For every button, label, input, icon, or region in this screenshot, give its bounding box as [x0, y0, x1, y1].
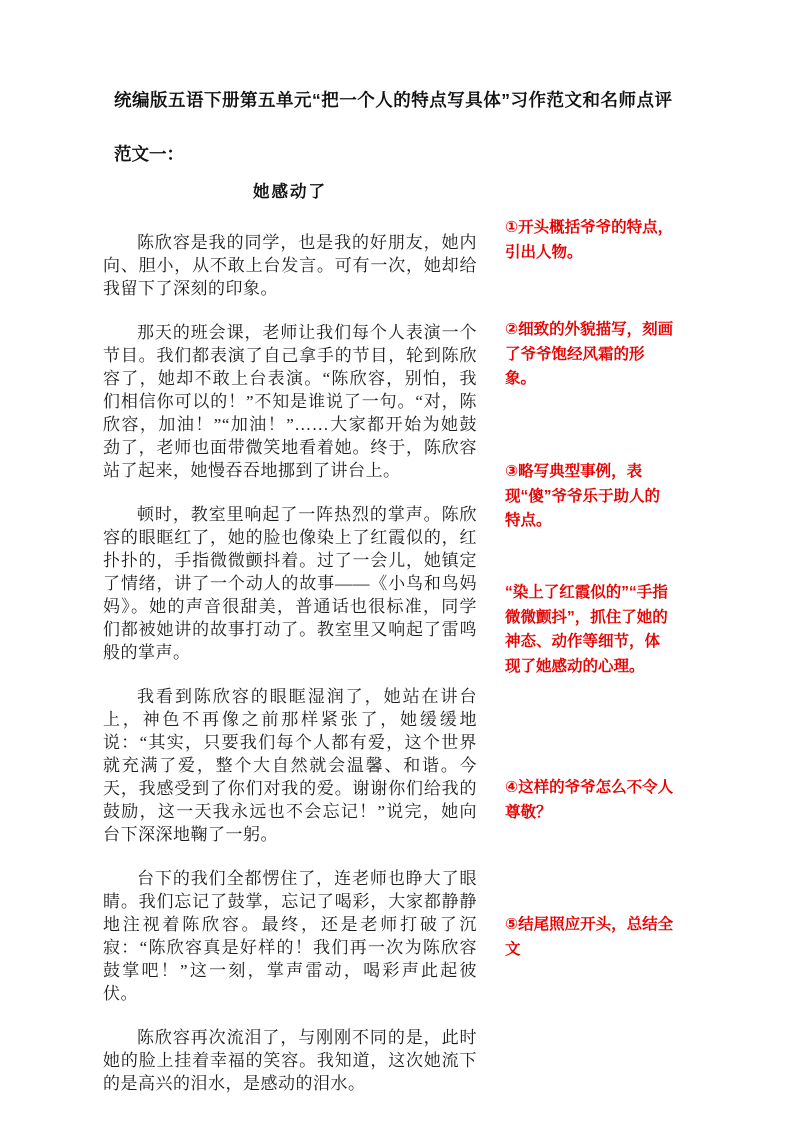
- margin-note-3: ③略写典型事例，表现“傻”爷爷乐于助人的特点。: [505, 463, 661, 529]
- essay-paragraph-3: 顿时，教室里响起了一阵热烈的掌声。陈欣容的眼眶红了，她的脸也像染上了红霞似的，红扑扑的，手指微微颤抖着。过了一会儿，她镇定了情绪，讲了一个动人的故事——《小鸟和鸟妈妈》。她的声音很甜美，普通话也很标准，同学们都被她讲的故事打动了。教室里又响起了雷鸣般的掌声。: [103, 505, 477, 662]
- document-title: 统编版五语下册第五单元“把一个人的特点写具体”习作范文和名师点评: [114, 90, 673, 110]
- essay-paragraph-6: 陈欣容再次流泪了，与刚刚不同的是，此时她的脸上挂着幸福的笑容。我知道，这次她流下的是高兴的泪水，是感动的泪水。: [103, 1028, 477, 1093]
- margin-note-1: ①开头概括爷爷的特点，引出人物。: [505, 219, 674, 261]
- margin-note-4: “染上了红霞似的”“手指微微颤抖”，抓住了她的神态、动作等细节，体现了她感动的心理。: [505, 584, 668, 675]
- essay-title: 她感动了: [253, 183, 327, 201]
- margin-annotations: [505, 0, 675, 1122]
- margin-note-6: ⑤结尾照应开头，总结全文: [505, 916, 674, 958]
- essay-paragraph-5: 台下的我们全都愣住了，连老师也睁大了眼睛。我们忘记了鼓掌，忘记了喝彩，大家都静静地注视着陈欣容。最终，还是老师打破了沉寂：“陈欣容真是好样的！我们再一次为陈欣容鼓掌吧！”这一刻，掌声雷动，喝彩声此起彼伏。: [103, 869, 477, 1003]
- margin-note-5: ④这样的爷爷怎么不令人尊敬？: [505, 779, 674, 821]
- margin-note-2: ②细致的外貌描写，刻画了爷爷饱经风霜的形象。: [505, 321, 674, 387]
- essay-body: [103, 178, 477, 1116]
- essay-paragraph-4: 我看到陈欣容的眼眶湿润了，她站在讲台上，神色不再像之前那样紧张了，她缓缓地说：“其实，只要我们每个人都有爱，这个世界就充满了爱，整个大自然就会温馨、和谐。今天，我感受到了你们对我的爱。谢谢你们给我的鼓励，这一天我永远也不会忘记！”说完，她向台下深深地鞠了一躬。: [103, 687, 477, 844]
- essay-paragraph-1: 陈欣容是我的同学，也是我的好朋友，她内向、胆小，从不敢上台发言。可有一次，她却给我留下了深刻的印象。: [103, 233, 477, 298]
- essay-paragraph-2: 那天的班会课，老师让我们每个人表演一个节目。我们都表演了自己拿手的节目，轮到陈欣容了，她却不敢上台表演。“陈欣容，别怕，我们相信你可以的！”不知是谁说了一句。“对，陈欣容，加油！”“加油！”……大家都开始为她鼓劲了，老师也面带微笑地看着她。终于，陈欣容站了起来，她慢吞吞地挪到了讲台上。: [103, 323, 477, 480]
- section-label: 范文一：: [114, 144, 184, 164]
